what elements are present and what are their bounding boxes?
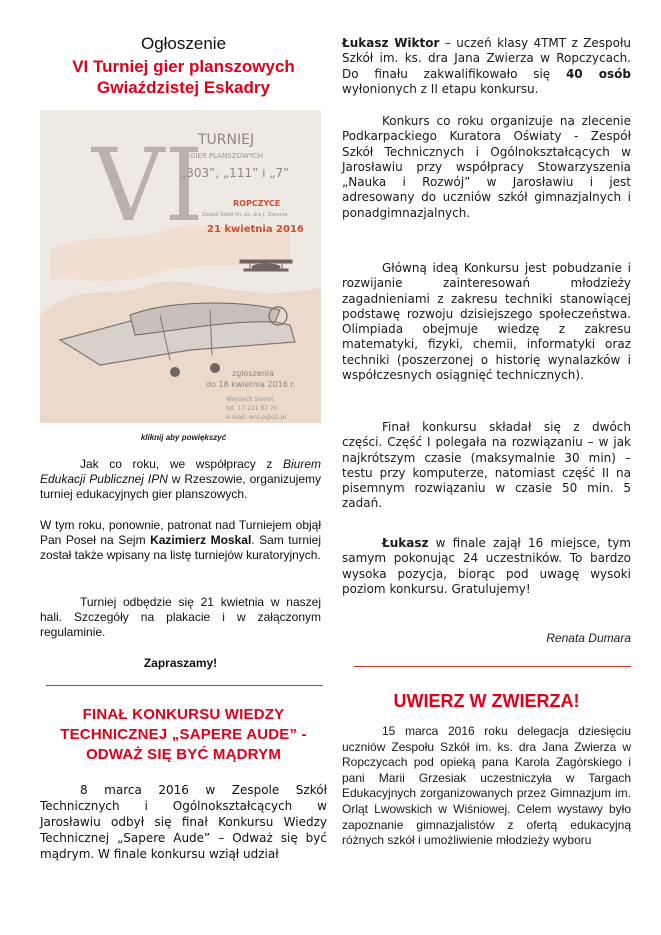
p2-text-a: W tym roku, ponownie, patronat nad Turniejem objął Pan Poseł na Sejm (40, 518, 321, 547)
section2-title: UWIERZ W ZWIERZA! (393, 691, 580, 711)
final-title-line-1: FINAŁ KONKURSU WIEDZY (82, 706, 285, 723)
r1-text-b: wyłonionych z II etapu konkursu. (342, 81, 539, 96)
student-first-name: Łukasz (382, 536, 429, 550)
right-paragraph-1 (342, 36, 631, 97)
announcement-title-line-1: VI Turniej gier planszowych (72, 57, 295, 76)
poster-artwork (40, 110, 321, 423)
poster-planes: „303”, „111” i „7” (180, 166, 290, 180)
poster-school: Zespół Szkół im. ks. dra J. Zwierza (202, 212, 288, 218)
poster-contact-tel: tel. 17 221 82 70 (226, 405, 278, 412)
right-divider (354, 666, 631, 667)
left-paragraph-1 (40, 457, 321, 502)
announcement-title-line-2: Gwiaździstej Eskadry (97, 78, 270, 97)
poster-numeral: VI (92, 127, 204, 244)
p1-text-b: w Rzeszowie, organizujemy turniej edukacyjnych gier planszowych. (40, 472, 322, 501)
author-signature: Renata Dumara (546, 631, 631, 645)
right-paragraph-2: Konkurs co roku organizuje na zlecenie Podkarpackiego Kuratora Oświaty - Zespół Szkół Technicznych i Ogólnokształcących w Jarosławiu przy współpracy Stowarzyszenia „Nauka i Rozwój” w Jarosławiu i jest adresowany do uczniów szkół gimnazjalnych i ponadgimnazjalnych. (342, 114, 631, 220)
poster-plane-wheel (170, 367, 180, 377)
invite-text: Zapraszamy! (143, 656, 218, 670)
student-name: Łukasz Wiktor (342, 36, 440, 50)
p2-text-b: . Sam turniej został także wpisany na listę turniejów kuratoryjnych. (40, 533, 321, 562)
final-paragraph: 8 marca 2016 w Zespole Szkół Technicznych i Ogólnokształcących w Jarosławiu odbył się finał Konkursu Wiedzy Technicznej „Sapere Aude” – Odważ się być mądrym. W finale konkursu wziął udział (40, 783, 327, 861)
poster-enlarge-link[interactable]: kliknij aby powiększyć (140, 433, 227, 442)
p1-text-a: Jak co roku, we współpracy z (80, 457, 283, 471)
final-title-line-3: ODWAŻ SIĘ BYĆ MĄDRYM (85, 746, 282, 763)
r5-text: w finale zajął 16 miejsce, tym samym pokonując 24 uczestników. To bardzo wysoka pozycja, biorąc pod uwagę wysoki poziom konkursu. Gratulujemy! (342, 536, 631, 596)
poster-small-plane (240, 260, 292, 271)
tournament-poster-image[interactable] (40, 110, 321, 423)
poster-signup-label: zgłoszenia (232, 369, 274, 378)
poster-date: 21 kwietnia 2016 (207, 224, 304, 235)
left-divider (46, 685, 323, 686)
announcement-title (40, 56, 327, 98)
section2-paragraph: 15 marca 2016 roku delegacja dziesięciu uczniów Zespołu Szkół im. ks. dra Jana Zwierza w Ropczycach pod opieką pana Karola Zagórskiego i pani Marii Grzesiak uczestniczyła w Targach Edukacyjnych zorganizowanych przez Gimnazjum im. Orląt Lwowskich w Wiśniowej. Celem wystawy było zapoznanie gimnazjalistów z ofertą edukacyjną różnych szkół i umożliwienie młodzieży wyboru (342, 724, 631, 848)
left-paragraph-3: Turniej odbędzie się 21 kwietnia w naszej hali. Szczegóły na plakacie i w załączonym regulaminie. (40, 595, 321, 639)
poster-plane-body (252, 264, 280, 270)
poster-signup-date: do 18 kwietnia 2016 r. (206, 380, 296, 389)
poster-contact-email: e-mail: wrs-p@o2.pl (226, 414, 286, 421)
final-title-line-2: TECHNICZNEJ „SAPERE AUDE” - (60, 726, 307, 743)
r1-text-a: – uczeń klasy 4TMT z Zespołu Szkół im. ks. dra Jana Zwierza w Ropczycach. Do finału zakwalifikowało się (342, 36, 631, 81)
poster-plane-wheel (210, 363, 220, 373)
poster-heading: TURNIEJ (198, 132, 255, 148)
poster-plane-wing (240, 260, 292, 263)
p1-ipn-italic: Biurem Edukacji Publicznej IPN (40, 457, 321, 486)
p2-mp-name: Kazimierz Moskal (150, 533, 252, 547)
final-title (40, 705, 327, 765)
announcement-label: Ogłoszenie (140, 34, 227, 53)
right-paragraph-3: Główną ideą Konkursu jest pobudzanie i rozwijanie zainteresowań młodzieży zagadnieniami z zakresu techniki stanowiącej podstawę rozwoju dzisiejszego społeczeństwa. Olimpiada obejmuje wiedzę z zakresu matematyki, fizyki, chemii, informatyki oraz techniki (poszerzonej o historię wynalazków i współczesnych osiągnięć technicznych). (342, 261, 631, 383)
right-paragraph-4: Finał konkursu składał się z dwóch części. Część I polegała na rozwiązaniu – w jak najkrótszym czasie (maksymalnie 30 min) – testu przy komputerze, natomiast część II na pisemnym rozwiązaniu w czasie 50 min. 5 zadań. (342, 420, 631, 511)
finalists-count: 40 osób (565, 66, 631, 81)
poster-city: ROPCZYCE (233, 199, 281, 208)
poster-subheading: GIER PLANSZOWYCH (190, 152, 264, 160)
poster-contact-name: Wojciech Sieroń (226, 396, 274, 403)
right-paragraph-5 (342, 536, 631, 597)
left-paragraph-2 (40, 518, 321, 563)
